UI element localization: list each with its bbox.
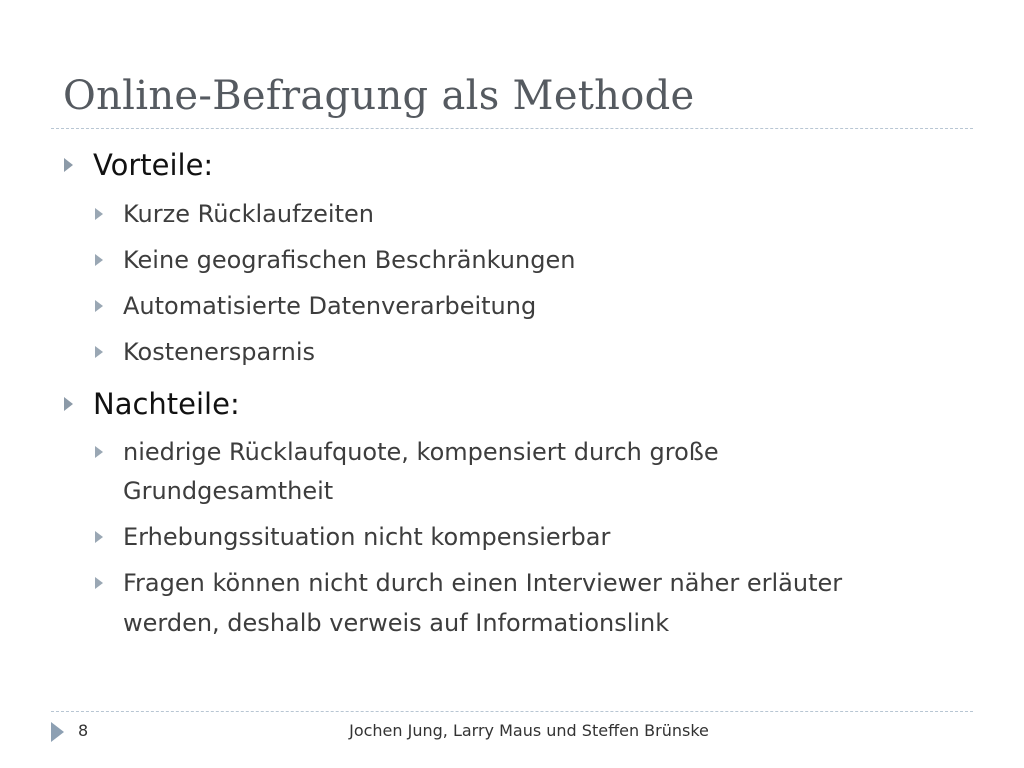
bullet-triangle-icon xyxy=(64,397,73,411)
slide-title: Online-Befragung als Methode xyxy=(63,73,695,119)
bullet-triangle-icon xyxy=(95,577,103,589)
bullet-triangle-icon xyxy=(95,531,103,543)
bullet-triangle-icon xyxy=(95,300,103,312)
title-divider xyxy=(51,128,973,129)
bullet-triangle-icon xyxy=(95,208,103,220)
list-item-line: werden, deshalb verweis auf Informationslink xyxy=(123,609,670,637)
bullet-triangle-icon xyxy=(95,254,103,266)
bullet-triangle-icon xyxy=(95,346,103,358)
list-item-line: Fragen können nicht durch einen Interviewer näher erläuter xyxy=(123,569,843,597)
heading-vorteile: Vorteile: xyxy=(93,148,214,182)
list-item-line: Grundgesamtheit xyxy=(123,477,334,505)
footer-arrow-icon xyxy=(51,722,64,742)
bullet-triangle-icon xyxy=(95,446,103,458)
list-item: Keine geografischen Beschränkungen xyxy=(123,246,576,274)
list-item-line: Erhebungssituation nicht kompensierbar xyxy=(123,523,611,551)
list-item: Kostenersparnis xyxy=(123,338,316,366)
heading-nachteile: Nachteile: xyxy=(93,387,240,421)
list-item-line: niedrige Rücklaufquote, kompensiert durch große xyxy=(123,438,719,466)
bullet-triangle-icon xyxy=(64,158,73,172)
list-item: Automatisierte Datenverarbeitung xyxy=(123,292,537,320)
page-number: 8 xyxy=(78,721,89,740)
footer-authors: Jochen Jung, Larry Maus und Steffen Brünske xyxy=(349,721,709,740)
footer-divider xyxy=(51,711,973,712)
list-item: Kurze Rücklaufzeiten xyxy=(123,200,374,228)
